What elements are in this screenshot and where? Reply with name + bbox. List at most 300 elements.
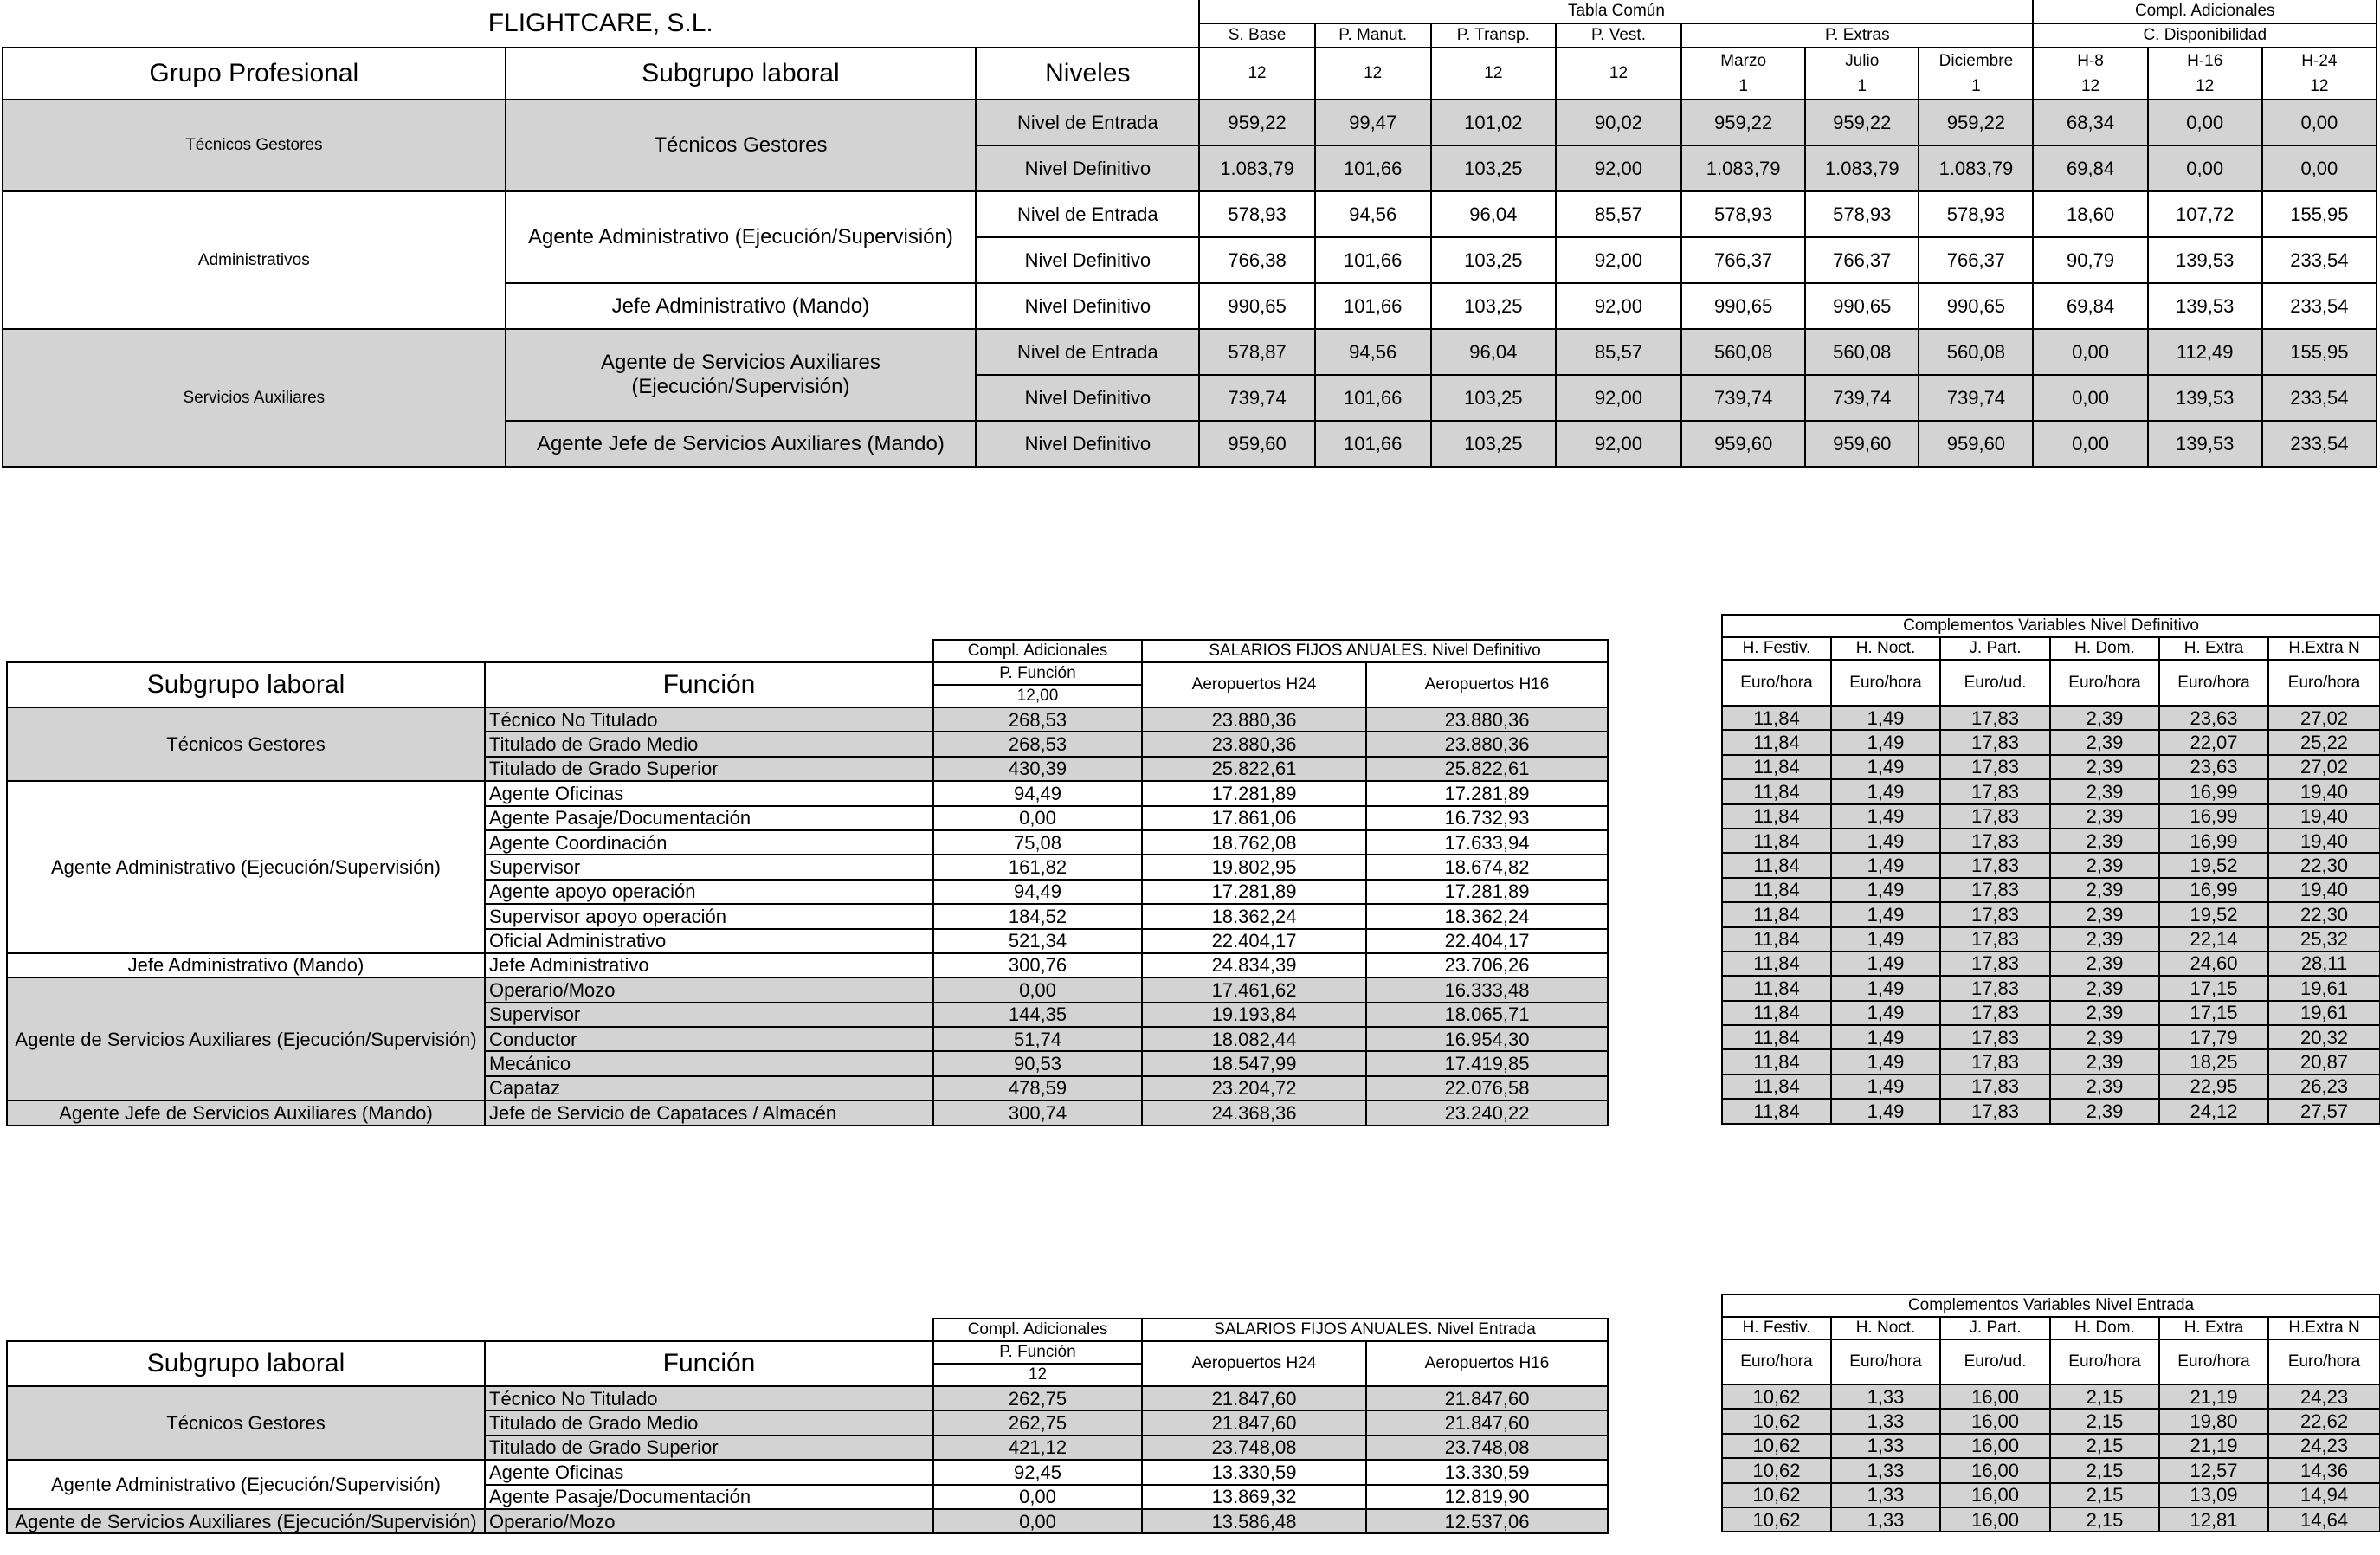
h16-cell: 22.404,17 (1366, 929, 1608, 953)
pfuncion-cell: 268,53 (933, 707, 1142, 732)
var-value-cell: 17,83 (1940, 853, 2050, 877)
value-cell: 990,65 (1681, 283, 1805, 329)
value-cell: 959,22 (1199, 100, 1314, 145)
funcion-cell: Titulado de Grado Superior (485, 1436, 933, 1460)
value-cell: 959,22 (1919, 100, 2033, 145)
group-cell: Agente de Servicios Auxiliares (Ejecución/Supervisión) (7, 1509, 485, 1533)
var-value-cell: 24,23 (2268, 1434, 2380, 1458)
value-cell: 233,54 (2262, 421, 2377, 467)
h24-cell: 24.834,39 (1142, 953, 1366, 978)
var-value-cell: 11,84 (1722, 1074, 1831, 1099)
var-value-cell: 16,99 (2159, 829, 2268, 853)
nivel-cell: Nivel Definitivo (976, 375, 1199, 421)
value-cell: 107,72 (2148, 191, 2262, 237)
var-value-cell: 14,94 (2268, 1483, 2380, 1507)
var-value-cell: 11,84 (1722, 902, 1831, 926)
value-cell: 139,53 (2148, 421, 2262, 467)
table-row (1722, 927, 2380, 952)
value-cell: 68,34 (2033, 100, 2147, 145)
salarios-header: SALARIOS FIJOS ANUALES. Nivel Definitivo (1142, 640, 1608, 662)
pfuncion-cell: 144,35 (933, 1003, 1142, 1027)
var-value-cell: 2,39 (2050, 706, 2159, 730)
col-p-transp: P. Transp. (1431, 23, 1556, 48)
value-cell: 96,04 (1431, 329, 1556, 375)
pfuncion-mult: 12,00 (933, 685, 1142, 707)
value-cell: 1.083,79 (1199, 145, 1314, 191)
h16-cell: 16.954,30 (1366, 1027, 1608, 1051)
var-value-cell: 11,84 (1722, 1099, 1831, 1123)
h16-cell: 21.847,60 (1366, 1410, 1608, 1435)
value-cell: 18,60 (2033, 191, 2147, 237)
h24-cell: 18.362,24 (1142, 904, 1366, 928)
h24-cell: 18.762,08 (1142, 830, 1366, 855)
funcion-cell: Agente Oficinas (485, 1460, 933, 1484)
funcion-cell: Técnico No Titulado (485, 1386, 933, 1410)
var-value-cell: 1,49 (1831, 927, 1940, 952)
var-col-header: H. Noct. (1831, 637, 1940, 660)
var-value-cell: 14,64 (2268, 1507, 2380, 1532)
var-value-cell: 2,39 (2050, 1025, 2159, 1049)
h16-cell: 17.633,94 (1366, 830, 1608, 855)
pfuncion-cell: 94,49 (933, 880, 1142, 904)
compl-adicionales-header: Compl. Adicionales (2033, 0, 2377, 23)
pfuncion-cell: 0,00 (933, 978, 1142, 1002)
var-value-cell: 23,63 (2159, 706, 2268, 730)
var-value-cell: 16,99 (2159, 779, 2268, 803)
h24-header: Aeropuertos H24 (1142, 662, 1366, 707)
nivel-cell: Nivel de Entrada (976, 329, 1199, 375)
var-value-cell: 14,36 (2268, 1458, 2380, 1482)
h16-cell: 17.281,89 (1366, 880, 1608, 904)
funcion-cell: Titulado de Grado Medio (485, 732, 933, 756)
value-cell: 85,57 (1556, 329, 1681, 375)
value-cell: 739,74 (1681, 375, 1805, 421)
value-cell: 103,25 (1431, 421, 1556, 467)
pfuncion-cell: 161,82 (933, 855, 1142, 879)
value-cell: 96,04 (1431, 191, 1556, 237)
h24-cell: 23.204,72 (1142, 1076, 1366, 1100)
var-value-cell: 17,83 (1940, 779, 2050, 803)
table-row (1722, 853, 2380, 877)
pfuncion-cell: 421,12 (933, 1436, 1142, 1460)
var-unit: Euro/hora (1831, 1339, 1940, 1384)
var-unit: Euro/hora (1722, 1339, 1831, 1384)
pfuncion-mult: 12 (933, 1364, 1142, 1386)
extra-marzo: Marzo (1681, 48, 1805, 74)
funcion-cell: Supervisor apoyo operación (485, 904, 933, 928)
value-cell: 0,00 (2148, 145, 2262, 191)
var-value-cell: 22,30 (2268, 853, 2380, 877)
var-value-cell: 2,39 (2050, 1074, 2159, 1099)
value-cell: 92,00 (1556, 421, 1681, 467)
table-row (1722, 1099, 2380, 1123)
var-value-cell: 18,25 (2159, 1049, 2268, 1074)
var-value-cell: 2,15 (2050, 1409, 2159, 1433)
table-row (7, 978, 1608, 1002)
var-value-cell: 1,49 (1831, 1049, 1940, 1074)
var-value-cell: 1,33 (1831, 1384, 1940, 1409)
var-value-cell: 11,84 (1722, 829, 1831, 853)
table-row (1722, 1049, 2380, 1074)
var-value-cell: 2,15 (2050, 1507, 2159, 1532)
pfuncion-cell: 521,34 (933, 929, 1142, 953)
pfuncion-cell: 0,00 (933, 1485, 1142, 1509)
var-value-cell: 17,83 (1940, 952, 2050, 976)
var-value-cell: 27,02 (2268, 706, 2380, 730)
var-value-cell: 10,62 (1722, 1384, 1831, 1409)
pfuncion-cell: 92,45 (933, 1460, 1142, 1484)
h24-cell: 23.880,36 (1142, 732, 1366, 756)
var-value-cell: 19,52 (2159, 902, 2268, 926)
group-cell: Técnicos Gestores (7, 1386, 485, 1460)
salarios-header: SALARIOS FIJOS ANUALES. Nivel Entrada (1142, 1319, 1608, 1341)
var-col-header: H. Noct. (1831, 1317, 1940, 1339)
h16-cell: 21.847,60 (1366, 1386, 1608, 1410)
h16-cell: 23.240,22 (1366, 1100, 1608, 1125)
col-disponibilidad: C. Disponibilidad (2033, 23, 2377, 48)
value-cell: 959,22 (1681, 100, 1805, 145)
value-cell: 578,93 (1919, 191, 2033, 237)
salarios-entrada-table (6, 1318, 1609, 1534)
var-unit: Euro/hora (1831, 660, 1940, 706)
salary-base-table (2, 0, 2377, 468)
var-value-cell: 2,39 (2050, 779, 2159, 803)
compl-variables-title: Complementos Variables Nivel Entrada (1722, 1294, 2380, 1317)
table-row (1722, 829, 2380, 853)
var-value-cell: 2,39 (2050, 976, 2159, 1000)
var-value-cell: 11,84 (1722, 1049, 1831, 1074)
value-cell: 560,08 (1681, 329, 1805, 375)
pfuncion-cell: 262,75 (933, 1410, 1142, 1435)
var-value-cell: 27,57 (2268, 1099, 2380, 1123)
var-value-cell: 19,61 (2268, 1001, 2380, 1025)
h16-cell: 23.748,08 (1366, 1436, 1608, 1460)
h16-cell: 16.333,48 (1366, 978, 1608, 1002)
value-cell: 101,02 (1431, 100, 1556, 145)
h16-cell: 12.819,90 (1366, 1485, 1608, 1509)
col-p-extras: P. Extras (1681, 23, 2033, 48)
var-value-cell: 21,19 (2159, 1434, 2268, 1458)
var-unit: Euro/ud. (1940, 660, 2050, 706)
var-value-cell: 10,62 (1722, 1434, 1831, 1458)
var-value-cell: 16,99 (2159, 878, 2268, 902)
var-value-cell: 17,83 (1940, 1001, 2050, 1025)
extra-mult: 1 (1681, 74, 1805, 100)
nivel-cell: Nivel de Entrada (976, 100, 1199, 145)
group-cell: Jefe Administrativo (Mando) (7, 953, 485, 978)
funcion-cell: Técnico No Titulado (485, 707, 933, 732)
value-cell: 103,25 (1431, 283, 1556, 329)
var-value-cell: 16,00 (1940, 1409, 2050, 1433)
var-value-cell: 16,00 (1940, 1507, 2050, 1532)
table-row (1722, 755, 2380, 779)
var-value-cell: 11,84 (1722, 853, 1831, 877)
var-col-header: H. Dom. (2050, 1317, 2159, 1339)
var-value-cell: 1,33 (1831, 1434, 1940, 1458)
var-value-cell: 10,62 (1722, 1483, 1831, 1507)
var-unit: Euro/ud. (1940, 1339, 2050, 1384)
value-cell: 94,56 (1315, 191, 1431, 237)
pfuncion-cell: 51,74 (933, 1027, 1142, 1051)
h16-cell: 23.880,36 (1366, 732, 1608, 756)
var-value-cell: 10,62 (1722, 1409, 1831, 1433)
value-cell: 101,66 (1315, 421, 1431, 467)
var-value-cell: 11,84 (1722, 976, 1831, 1000)
h24-header: Aeropuertos H24 (1142, 1341, 1366, 1386)
funcion-cell: Agente Pasaje/Documentación (485, 1485, 933, 1509)
var-value-cell: 11,84 (1722, 755, 1831, 779)
pfuncion-cell: 75,08 (933, 830, 1142, 855)
var-value-cell: 1,49 (1831, 976, 1940, 1000)
value-cell: 766,37 (1805, 237, 1919, 283)
table-row (1722, 804, 2380, 829)
complementos-entrada-table (1721, 1294, 2380, 1532)
var-value-cell: 19,61 (2268, 976, 2380, 1000)
var-value-cell: 16,99 (2159, 804, 2268, 829)
nivel-cell: Nivel Definitivo (976, 237, 1199, 283)
h16-cell: 17.281,89 (1366, 781, 1608, 805)
extra-mult: 1 (1805, 74, 1919, 100)
value-cell: 69,84 (2033, 145, 2147, 191)
mult-p-transp: 12 (1431, 48, 1556, 100)
var-unit: Euro/hora (2159, 1339, 2268, 1384)
h24-cell: 13.330,59 (1142, 1460, 1366, 1484)
value-cell: 0,00 (2262, 145, 2377, 191)
var-col-header: H.Extra N (2268, 637, 2380, 660)
value-cell: 101,66 (1315, 145, 1431, 191)
var-col-header: J. Part. (1940, 1317, 2050, 1339)
h16-cell: 12.537,06 (1366, 1509, 1608, 1533)
table-row (7, 1509, 1608, 1533)
table-row (1722, 1483, 2380, 1507)
h24-cell: 21.847,60 (1142, 1386, 1366, 1410)
group-cell: Técnicos Gestores (7, 707, 485, 781)
extra-julio: Julio (1805, 48, 1919, 74)
value-cell: 959,60 (1919, 421, 2033, 467)
table-row (1722, 1409, 2380, 1433)
value-cell: 560,08 (1919, 329, 2033, 375)
var-value-cell: 2,39 (2050, 853, 2159, 877)
col-p-manut: P. Manut. (1315, 23, 1431, 48)
table-row (1722, 976, 2380, 1000)
var-value-cell: 11,84 (1722, 878, 1831, 902)
value-cell: 766,37 (1919, 237, 2033, 283)
nivel-cell: Nivel de Entrada (976, 191, 1199, 237)
funcion-cell: Mecánico (485, 1051, 933, 1075)
value-cell: 90,79 (2033, 237, 2147, 283)
h16-cell: 22.076,58 (1366, 1076, 1608, 1100)
value-cell: 0,00 (2033, 375, 2147, 421)
var-value-cell: 1,49 (1831, 952, 1940, 976)
var-value-cell: 24,23 (2268, 1384, 2380, 1409)
h24-cell: 23.880,36 (1142, 707, 1366, 732)
col-subgrupo-laboral: Subgrupo laboral (506, 48, 977, 100)
var-value-cell: 19,40 (2268, 804, 2380, 829)
value-cell: 92,00 (1556, 237, 1681, 283)
var-value-cell: 2,39 (2050, 927, 2159, 952)
h24-cell: 17.281,89 (1142, 880, 1366, 904)
var-value-cell: 16,00 (1940, 1483, 2050, 1507)
pfuncion-cell: 300,76 (933, 953, 1142, 978)
subgroup-cell: Técnicos Gestores (506, 100, 977, 191)
var-value-cell: 17,83 (1940, 706, 2050, 730)
var-value-cell: 1,49 (1831, 829, 1940, 853)
pfuncion-cell: 0,00 (933, 1509, 1142, 1533)
var-value-cell: 2,39 (2050, 1001, 2159, 1025)
disp-h24: H-24 (2262, 48, 2377, 74)
disp-mult: 12 (2033, 74, 2147, 100)
subgroup-cell: Agente Administrativo (Ejecución/Supervisión) (506, 191, 977, 283)
pfuncion-cell: 184,52 (933, 904, 1142, 928)
table-row (1722, 1384, 2380, 1409)
var-value-cell: 11,84 (1722, 706, 1831, 730)
h16-header: Aeropuertos H16 (1366, 662, 1608, 707)
var-col-header: H. Festiv. (1722, 1317, 1831, 1339)
compl-variables-title: Complementos Variables Nivel Definitivo (1722, 615, 2380, 637)
table-row (3, 100, 2377, 145)
var-value-cell: 2,15 (2050, 1483, 2159, 1507)
var-value-cell: 11,84 (1722, 1025, 1831, 1049)
var-value-cell: 27,02 (2268, 755, 2380, 779)
funcion-cell: Operario/Mozo (485, 1509, 933, 1533)
extra-mult: 1 (1919, 74, 2033, 100)
value-cell: 578,93 (1681, 191, 1805, 237)
pfuncion-header: P. Función (933, 1341, 1142, 1364)
var-unit: Euro/hora (2268, 660, 2380, 706)
table-row (1722, 730, 2380, 754)
col-funcion: Función (485, 662, 933, 707)
value-cell: 766,37 (1681, 237, 1805, 283)
funcion-cell: Agente apoyo operación (485, 880, 933, 904)
var-value-cell: 2,39 (2050, 878, 2159, 902)
var-value-cell: 24,60 (2159, 952, 2268, 976)
h24-cell: 25.822,61 (1142, 757, 1366, 781)
funcion-cell: Titulado de Grado Medio (485, 1410, 933, 1435)
h24-cell: 24.368,36 (1142, 1100, 1366, 1125)
var-value-cell: 12,81 (2159, 1507, 2268, 1532)
var-value-cell: 22,95 (2159, 1074, 2268, 1099)
value-cell: 92,00 (1556, 283, 1681, 329)
value-cell: 578,93 (1805, 191, 1919, 237)
disp-mult: 12 (2262, 74, 2377, 100)
h16-cell: 23.880,36 (1366, 707, 1608, 732)
var-value-cell: 16,00 (1940, 1384, 2050, 1409)
table-row (1722, 1025, 2380, 1049)
funcion-cell: Conductor (485, 1027, 933, 1051)
value-cell: 90,02 (1556, 100, 1681, 145)
table-row (7, 707, 1608, 732)
disp-h16: H-16 (2148, 48, 2262, 74)
var-value-cell: 1,49 (1831, 878, 1940, 902)
var-value-cell: 20,87 (2268, 1049, 2380, 1074)
h16-cell: 18.362,24 (1366, 904, 1608, 928)
var-value-cell: 19,52 (2159, 853, 2268, 877)
funcion-cell: Agente Pasaje/Documentación (485, 806, 933, 830)
pfuncion-cell: 90,53 (933, 1051, 1142, 1075)
funcion-cell: Titulado de Grado Superior (485, 757, 933, 781)
table-row (7, 781, 1608, 805)
var-value-cell: 17,83 (1940, 1074, 2050, 1099)
h16-cell: 25.822,61 (1366, 757, 1608, 781)
value-cell: 139,53 (2148, 375, 2262, 421)
value-cell: 766,38 (1199, 237, 1314, 283)
var-value-cell: 17,83 (1940, 1049, 2050, 1074)
col-subgrupo: Subgrupo laboral (7, 662, 485, 707)
funcion-cell: Jefe Administrativo (485, 953, 933, 978)
pfuncion-cell: 300,74 (933, 1100, 1142, 1125)
h24-cell: 22.404,17 (1142, 929, 1366, 953)
var-unit: Euro/hora (2050, 1339, 2159, 1384)
value-cell: 578,93 (1199, 191, 1314, 237)
var-value-cell: 1,49 (1831, 1074, 1940, 1099)
var-value-cell: 22,62 (2268, 1409, 2380, 1433)
var-value-cell: 17,15 (2159, 976, 2268, 1000)
group-cell: Administrativos (3, 191, 506, 329)
var-value-cell: 16,00 (1940, 1434, 2050, 1458)
h24-cell: 19.802,95 (1142, 855, 1366, 879)
var-value-cell: 17,83 (1940, 902, 2050, 926)
value-cell: 103,25 (1431, 145, 1556, 191)
value-cell: 959,60 (1199, 421, 1314, 467)
h24-cell: 23.748,08 (1142, 1436, 1366, 1460)
var-value-cell: 1,33 (1831, 1507, 1940, 1532)
var-value-cell: 12,57 (2159, 1458, 2268, 1482)
var-value-cell: 1,33 (1831, 1409, 1940, 1433)
col-s-base: S. Base (1199, 23, 1314, 48)
value-cell: 92,00 (1556, 375, 1681, 421)
pfuncion-cell: 262,75 (933, 1386, 1142, 1410)
value-cell: 990,65 (1805, 283, 1919, 329)
value-cell: 959,60 (1681, 421, 1805, 467)
value-cell: 139,53 (2148, 237, 2262, 283)
var-value-cell: 11,84 (1722, 779, 1831, 803)
table-row (1722, 878, 2380, 902)
table-row (1722, 1074, 2380, 1099)
value-cell: 0,00 (2033, 421, 2147, 467)
group-cell: Técnicos Gestores (3, 100, 506, 191)
var-value-cell: 2,39 (2050, 730, 2159, 754)
group-cell: Agente Administrativo (Ejecución/Supervisión) (7, 1460, 485, 1509)
var-value-cell: 17,83 (1940, 730, 2050, 754)
h16-cell: 16.732,93 (1366, 806, 1608, 830)
col-grupo-profesional: Grupo Profesional (3, 48, 506, 100)
mult-p-manut: 12 (1315, 48, 1431, 100)
var-value-cell: 17,15 (2159, 1001, 2268, 1025)
pfuncion-cell: 268,53 (933, 732, 1142, 756)
var-value-cell: 13,09 (2159, 1483, 2268, 1507)
value-cell: 990,65 (1199, 283, 1314, 329)
value-cell: 1.083,79 (1681, 145, 1805, 191)
table-row (1722, 1434, 2380, 1458)
h24-cell: 17.281,89 (1142, 781, 1366, 805)
value-cell: 99,47 (1315, 100, 1431, 145)
table-row (3, 329, 2377, 375)
var-value-cell: 21,19 (2159, 1384, 2268, 1409)
mult-s-base: 12 (1199, 48, 1314, 100)
var-col-header: J. Part. (1940, 637, 2050, 660)
var-unit: Euro/hora (2050, 660, 2159, 706)
var-value-cell: 26,23 (2268, 1074, 2380, 1099)
h16-cell: 18.065,71 (1366, 1003, 1608, 1027)
var-value-cell: 25,32 (2268, 927, 2380, 952)
h16-cell: 17.419,85 (1366, 1051, 1608, 1075)
value-cell: 1.083,79 (1919, 145, 2033, 191)
var-value-cell: 17,83 (1940, 976, 2050, 1000)
value-cell: 101,66 (1315, 237, 1431, 283)
value-cell: 0,00 (2148, 100, 2262, 145)
var-value-cell: 1,49 (1831, 853, 1940, 877)
funcion-cell: Agente Coordinación (485, 830, 933, 855)
